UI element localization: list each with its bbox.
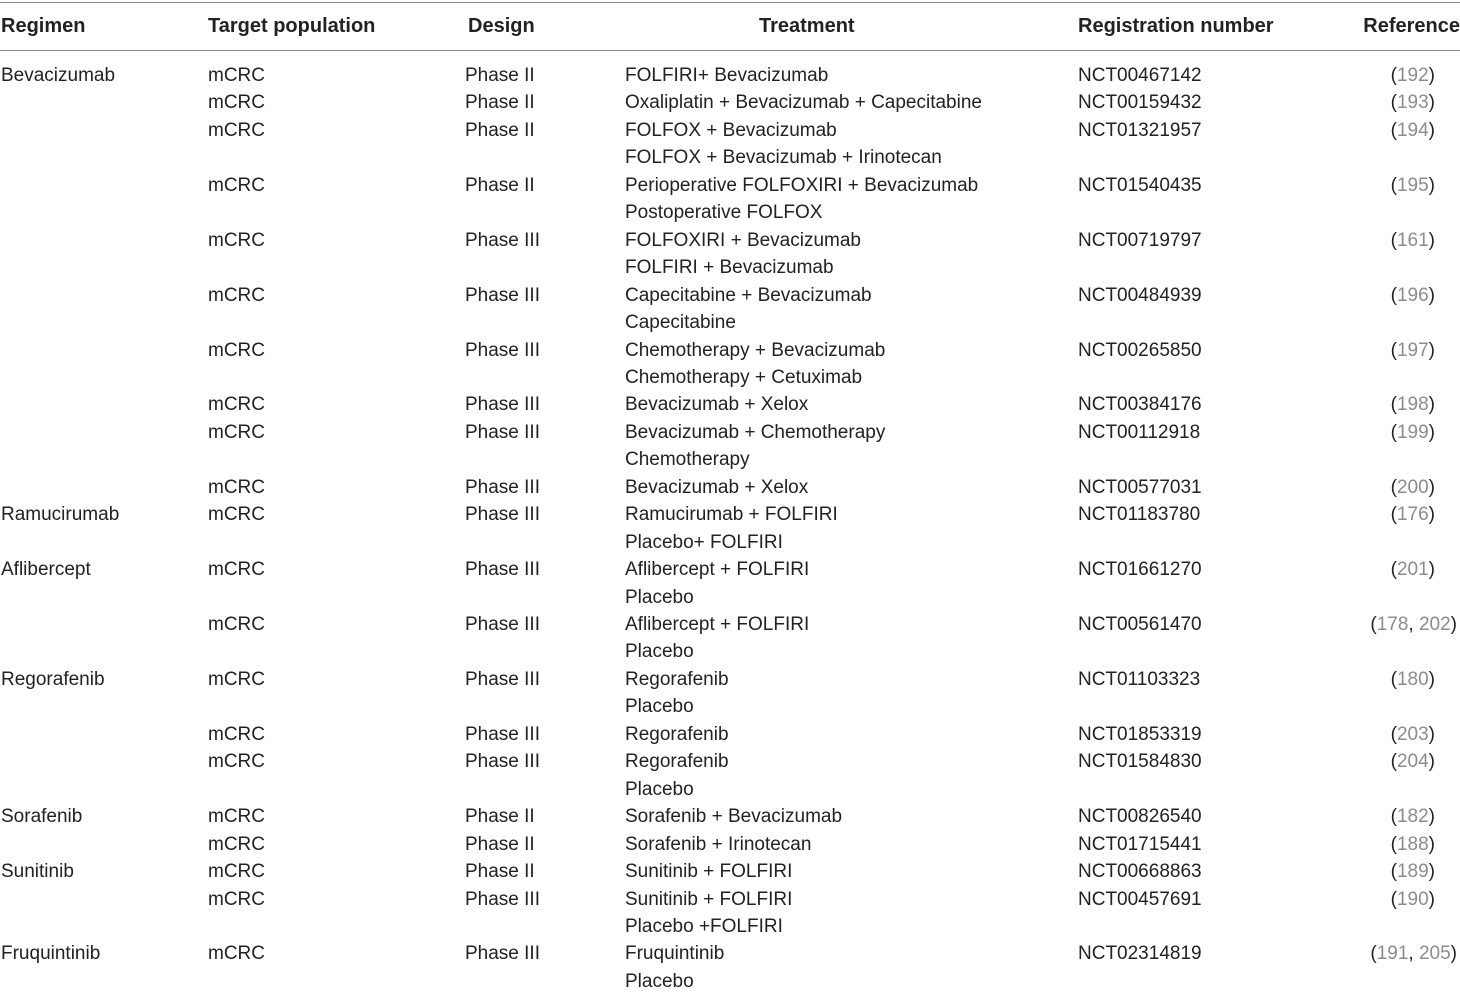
treatment-cell: FOLFIRI+ Bevacizumab — [625, 65, 829, 86]
treatment-cell: Regorafenib — [625, 669, 729, 690]
reference-cell: (204) — [1390, 751, 1435, 772]
design-cell: Phase III — [465, 394, 540, 415]
registration-number-cell: NCT00826540 — [1078, 806, 1202, 827]
treatment-cell: Placebo — [625, 641, 694, 662]
reference-cell: (200) — [1390, 477, 1435, 498]
reference-cell: (201) — [1390, 559, 1435, 580]
population-cell: mCRC — [208, 285, 265, 306]
design-cell: Phase II — [465, 120, 535, 141]
treatment-cell: Regorafenib — [625, 751, 729, 772]
reference-cell: (197) — [1390, 340, 1435, 361]
population-cell: mCRC — [208, 943, 265, 964]
treatment-cell: Bevacizumab + Xelox — [625, 394, 809, 415]
reference-link[interactable]: 178 — [1376, 614, 1409, 635]
registration-number-cell: NCT00159432 — [1078, 92, 1202, 113]
population-cell: mCRC — [208, 504, 265, 525]
population-cell: mCRC — [208, 806, 265, 827]
registration-number-cell: NCT00384176 — [1078, 394, 1202, 415]
registration-number-cell: NCT01540435 — [1078, 175, 1202, 196]
regimen-cell: Bevacizumab — [1, 65, 116, 86]
treatment-cell: Sorafenib + Bevacizumab — [625, 806, 843, 827]
reference-link[interactable]: 205 — [1418, 943, 1451, 964]
reference-cell: (178, 202) — [1370, 614, 1457, 635]
design-cell: Phase II — [465, 806, 535, 827]
reference-link[interactable]: 192 — [1396, 65, 1429, 86]
treatment-cell: Chemotherapy + Cetuximab — [625, 367, 863, 388]
header-regimen: Regimen — [1, 15, 86, 37]
reference-link[interactable]: 203 — [1396, 724, 1429, 745]
header-registration-number: Registration number — [1078, 15, 1274, 37]
design-cell: Phase II — [465, 834, 535, 855]
registration-number-cell: NCT00719797 — [1078, 230, 1202, 251]
registration-number-cell: NCT01321957 — [1078, 120, 1202, 141]
reference-cell: (182) — [1390, 806, 1435, 827]
reference-cell: (199) — [1390, 422, 1435, 443]
population-cell: mCRC — [208, 230, 265, 251]
regimen-cell: Aflibercept — [1, 559, 91, 580]
registration-number-cell: NCT00561470 — [1078, 614, 1202, 635]
registration-number-cell: NCT00265850 — [1078, 340, 1202, 361]
reference-link[interactable]: 191 — [1376, 943, 1409, 964]
treatment-cell: Placebo +FOLFIRI — [625, 916, 783, 937]
treatment-cell: Regorafenib — [625, 724, 729, 745]
design-cell: Phase II — [465, 175, 535, 196]
reference-link[interactable]: 201 — [1396, 559, 1429, 580]
reference-link[interactable]: 188 — [1396, 834, 1429, 855]
population-cell: mCRC — [208, 559, 265, 580]
reference-link[interactable]: 198 — [1396, 394, 1429, 415]
registration-number-cell: NCT00112918 — [1078, 422, 1201, 443]
design-cell: Phase II — [465, 92, 535, 113]
registration-number-cell: NCT01715441 — [1078, 834, 1202, 855]
reference-link[interactable]: 204 — [1396, 751, 1429, 772]
reference-cell: (194) — [1390, 120, 1435, 141]
registration-number-cell: NCT01103323 — [1078, 669, 1201, 690]
reference-cell: (203) — [1390, 724, 1435, 745]
treatment-cell: Capecitabine + Bevacizumab — [625, 285, 872, 306]
design-cell: Phase III — [465, 230, 540, 251]
design-cell: Phase III — [465, 614, 540, 635]
reference-link[interactable]: 196 — [1396, 285, 1429, 306]
registration-number-cell: NCT01853319 — [1078, 724, 1202, 745]
treatment-cell: FOLFOX + Bevacizumab — [625, 120, 837, 141]
treatment-cell: Postoperative FOLFOX — [625, 202, 823, 223]
reference-link[interactable]: 202 — [1418, 614, 1451, 635]
population-cell: mCRC — [208, 340, 265, 361]
design-cell: Phase II — [465, 861, 535, 882]
reference-cell: (196) — [1390, 285, 1435, 306]
reference-link[interactable]: 199 — [1396, 422, 1429, 443]
design-cell: Phase III — [465, 669, 540, 690]
treatment-cell: Placebo — [625, 779, 694, 800]
design-cell: Phase III — [465, 504, 540, 525]
treatment-cell: Sunitinib + FOLFIRI — [625, 889, 793, 910]
registration-number-cell: NCT00484939 — [1078, 285, 1202, 306]
treatment-cell: Placebo+ FOLFIRI — [625, 532, 783, 553]
reference-cell: (189) — [1390, 861, 1435, 882]
header-reference: Reference — [1363, 15, 1460, 37]
treatment-cell: Bevacizumab + Xelox — [625, 477, 809, 498]
reference-cell: (190) — [1390, 889, 1435, 910]
population-cell: mCRC — [208, 92, 265, 113]
design-cell: Phase III — [465, 477, 540, 498]
reference-cell: (176) — [1390, 504, 1435, 525]
treatment-cell: Aflibercept + FOLFIRI — [625, 559, 810, 580]
population-cell: mCRC — [208, 175, 265, 196]
table-top-rule — [0, 2, 1460, 3]
registration-number-cell: NCT00668863 — [1078, 861, 1202, 882]
reference-link[interactable]: 180 — [1396, 669, 1429, 690]
population-cell: mCRC — [208, 614, 265, 635]
reference-link[interactable]: 176 — [1396, 504, 1429, 525]
reference-cell: (161) — [1390, 230, 1435, 251]
population-cell: mCRC — [208, 394, 265, 415]
treatment-cell: Ramucirumab + FOLFIRI — [625, 504, 838, 525]
reference-link[interactable]: 189 — [1396, 861, 1429, 882]
reference-link[interactable]: 200 — [1396, 477, 1429, 498]
design-cell: Phase III — [465, 559, 540, 580]
population-cell: mCRC — [208, 834, 265, 855]
regimen-cell: Sunitinib — [1, 861, 74, 882]
regimen-cell: Regorafenib — [1, 669, 105, 690]
population-cell: mCRC — [208, 65, 265, 86]
registration-number-cell: NCT01661270 — [1078, 559, 1202, 580]
reference-cell: (180) — [1390, 669, 1435, 690]
regimen-cell: Ramucirumab — [1, 504, 120, 525]
reference-cell: (198) — [1390, 394, 1435, 415]
population-cell: mCRC — [208, 751, 265, 772]
reference-cell: (188) — [1390, 834, 1435, 855]
treatment-cell: FOLFIRI + Bevacizumab — [625, 257, 834, 278]
treatment-cell: Aflibercept + FOLFIRI — [625, 614, 810, 635]
treatment-cell: Chemotherapy + Bevacizumab — [625, 340, 886, 361]
registration-number-cell: NCT01584830 — [1078, 751, 1202, 772]
header-design: Design — [468, 15, 535, 37]
treatment-cell: Chemotherapy — [625, 449, 750, 470]
registration-number-cell: NCT02314819 — [1078, 943, 1202, 964]
treatment-cell: FOLFOXIRI + Bevacizumab — [625, 230, 861, 251]
treatment-cell: Capecitabine — [625, 312, 736, 333]
registration-number-cell: NCT01183780 — [1078, 504, 1201, 525]
treatment-cell: Bevacizumab + Chemotherapy — [625, 422, 886, 443]
design-cell: Phase III — [465, 943, 540, 964]
reference-link[interactable]: 190 — [1396, 889, 1429, 910]
registration-number-cell: NCT00457691 — [1078, 889, 1202, 910]
reference-cell: (193) — [1390, 92, 1435, 113]
design-cell: Phase III — [465, 285, 540, 306]
reference-cell: (191, 205) — [1370, 943, 1457, 964]
design-cell: Phase II — [465, 65, 535, 86]
population-cell: mCRC — [208, 120, 265, 141]
population-cell: mCRC — [208, 724, 265, 745]
treatment-cell: Fruquintinib — [625, 943, 725, 964]
treatment-cell: Placebo — [625, 971, 694, 992]
population-cell: mCRC — [208, 477, 265, 498]
treatment-cell: Perioperative FOLFOXIRI + Bevacizumab — [625, 175, 979, 196]
treatment-cell: Oxaliplatin + Bevacizumab + Capecitabine — [625, 92, 982, 113]
design-cell: Phase III — [465, 724, 540, 745]
reference-link[interactable]: 161 — [1396, 230, 1429, 251]
population-cell: mCRC — [208, 669, 265, 690]
reference-link[interactable]: 197 — [1396, 340, 1429, 361]
header-treatment: Treatment — [759, 15, 855, 37]
header-bottom-rule — [0, 50, 1460, 51]
population-cell: mCRC — [208, 889, 265, 910]
treatment-cell: FOLFOX + Bevacizumab + Irinotecan — [625, 147, 942, 168]
treatment-cell: Sorafenib + Irinotecan — [625, 834, 812, 855]
reference-cell: (192) — [1390, 65, 1435, 86]
design-cell: Phase III — [465, 751, 540, 772]
population-cell: mCRC — [208, 861, 265, 882]
reference-link[interactable]: 193 — [1396, 92, 1429, 113]
header-target-population: Target population — [208, 15, 376, 37]
treatment-cell: Placebo — [625, 696, 694, 717]
treatment-cell: Sunitinib + FOLFIRI — [625, 861, 793, 882]
reference-link[interactable]: 195 — [1396, 175, 1429, 196]
population-cell: mCRC — [208, 422, 265, 443]
design-cell: Phase III — [465, 340, 540, 361]
regimen-cell: Sorafenib — [1, 806, 83, 827]
registration-number-cell: NCT00577031 — [1078, 477, 1202, 498]
treatment-cell: Placebo — [625, 587, 694, 608]
design-cell: Phase III — [465, 422, 540, 443]
reference-link[interactable]: 182 — [1396, 806, 1429, 827]
reference-link[interactable]: 194 — [1396, 120, 1429, 141]
registration-number-cell: NCT00467142 — [1078, 65, 1202, 86]
reference-cell: (195) — [1390, 175, 1435, 196]
design-cell: Phase III — [465, 889, 540, 910]
regimen-cell: Fruquintinib — [1, 943, 101, 964]
